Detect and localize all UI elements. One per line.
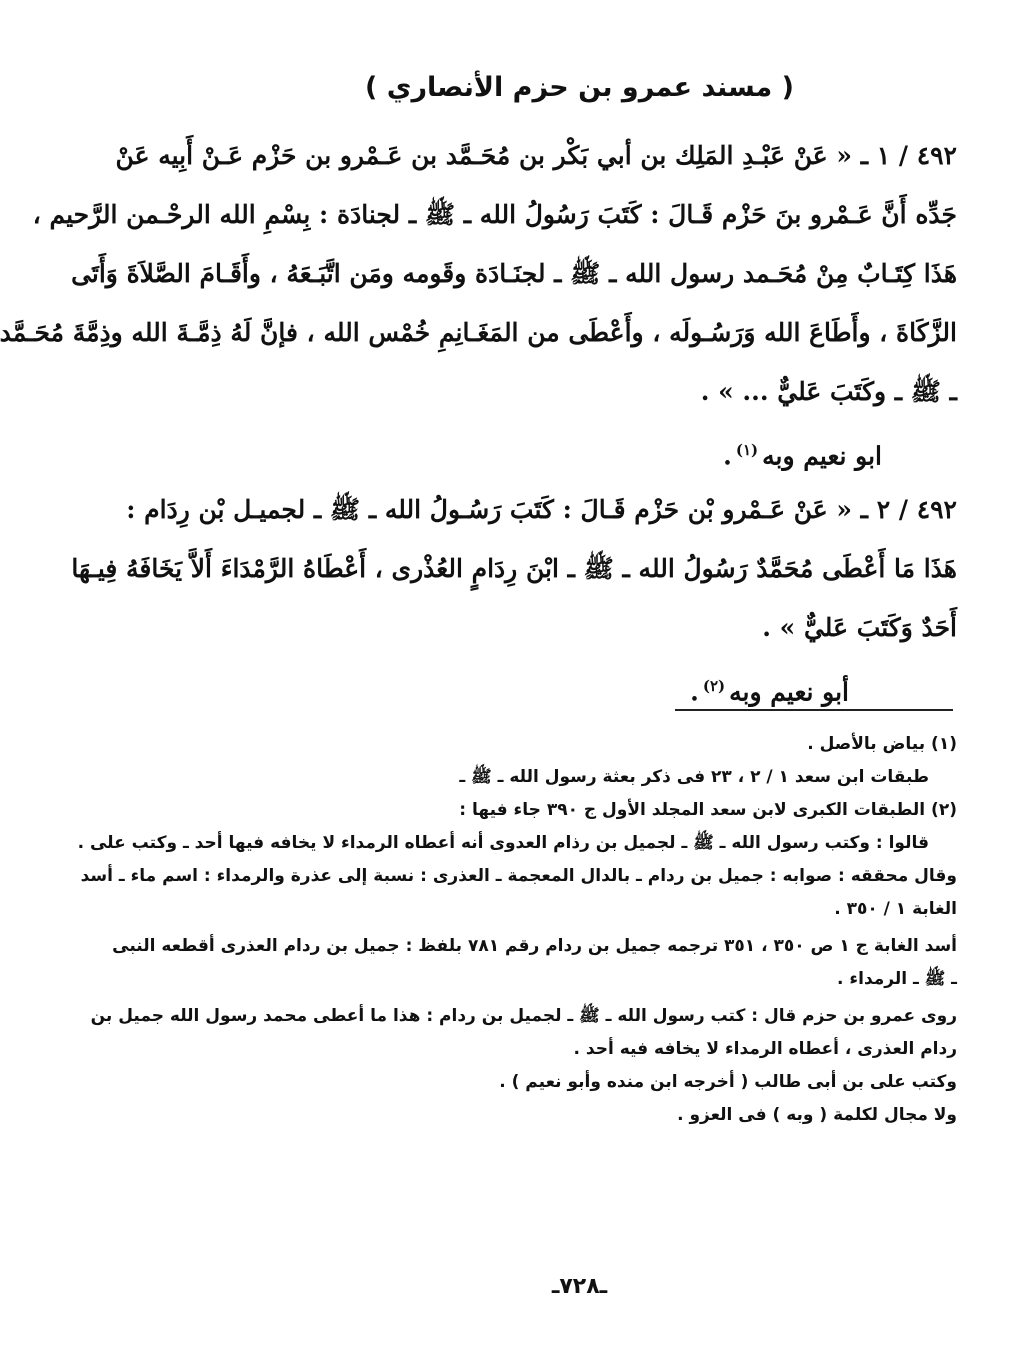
- footnote-divider: [675, 709, 953, 711]
- main-text: [0, 126, 957, 716]
- hadith-1-line: جَدِّه أَنَّ عَـمْرو بنَ حَزْم قَـالَ : كَتَبَ رَسُولُ الله ـ ﷺ ـ لجنادَة : بِسْمِ الله الرحْـمن الرَّحيم ،: [32, 200, 957, 229]
- footnote-line: قالوا : وكتب رسول الله ـ ﷺ ـ لجميل بن رذام العدوى أنه أعطاه الرمداء لا يخافه فيها أحد ـ وكتب على .: [77, 833, 929, 853]
- footnote-line: روى عمرو بن حزم قال : كتب رسول الله ـ ﷺ ـ لجميل بن ردام : هذا ما أعطى محمد رسول الله جميل بن: [90, 1006, 957, 1026]
- hadith-1-line: هَذَا كِتَـابٌ مِنْ مُحَـمد رسول الله ـ ﷺ ـ لجنَـادَة وقَومه ومَن اتَّبَـعَهُ ، وأَقَـامَ الصَّلاَةَ وَأَتَى: [71, 259, 957, 288]
- source-text: ابو نعيم وبه: [762, 441, 882, 471]
- footnote-line: وكتب على بن أبى طالب ( أخرجه ابن منده وأبو نعيم ) .: [499, 1072, 957, 1092]
- section-title: ( مسند عمرو بن حزم الأنصاري ): [364, 72, 795, 103]
- hadith-1-line: الزَّكَاةَ ، وأَطَاعَ الله وَرَسُـولَه ، وأَعْطَى من المَغَـانِمِ خُمْس الله ، فإنَّ لَهُ ذِمَّـةَ الله وذِمَّةَ مُحَـمَّد: [0, 318, 957, 347]
- footnote-line: (٢) الطبقات الكبرى لابن سعد المجلد الأول ج ٣٩٠ جاء فيها :: [459, 800, 957, 820]
- footnote-line: ردام العذرى ، أعطاه الرمداء لا يخافه فيه أحد .: [573, 1039, 957, 1059]
- footnote-ref: (٢): [702, 677, 726, 695]
- footnote-line: وقال محققه : صوابه : جميل بن ردام ـ بالدال المعجمة ـ العذرى : نسبة إلى عذرة والرمداء : اسم ماء ـ أسد: [80, 866, 957, 886]
- hadith-1-line: ـ ﷺ ـ وكَتَبَ عَليٌّ ... » .: [700, 377, 957, 406]
- footnote-line: الغابة ١ / ٣٥٠ .: [834, 899, 957, 919]
- footnotes: [77, 728, 957, 1132]
- footnote-line: (١) بياض بالأصل .: [807, 734, 957, 754]
- hadith-2-line: ٤٩٢ / ٢ ـ « عَنْ عَـمْرو بْن حَزْم قَـالَ : كَتَبَ رَسُـولُ الله ـ ﷺ ـ لجميـل بْن رِدَام :: [126, 495, 957, 524]
- footnote-line: طبقات ابن سعد ١ / ٢ ، ٢٣ فى ذكر بعثة رسول الله ـ ﷺ ـ: [459, 767, 929, 787]
- hadith-2-source: [195, 657, 957, 716]
- hadith-2-line: هَذَا مَا أَعْطَى مُحَمَّدٌ رَسُولُ الله ـ ﷺ ـ ابْنَ رِدَامٍ العُذْرى ، أَعْطَاهُ الرَّمْدَاءَ أَلاَّ يَخَافَهُ فِيـهَا: [71, 554, 957, 583]
- hadith-2-line: أَحَدٌ وَكَتَبَ عَليٌّ » .: [762, 613, 957, 642]
- period: .: [690, 677, 699, 707]
- hadith-1-source: [195, 421, 957, 480]
- source-text: أبو نعيم وبه: [729, 677, 849, 707]
- footnote-line: ولا مجال لكلمة ( وبه ) فى العزو .: [677, 1105, 957, 1125]
- period: .: [723, 441, 732, 471]
- page-number: ـ٧٢٨ـ: [551, 1274, 608, 1299]
- footnote-ref: (١): [735, 441, 759, 459]
- footnote-line: ـ ﷺ ـ الرمداء .: [837, 969, 957, 989]
- footnote-line: أسد الغابة ج ١ ص ٣٥٠ ، ٣٥١ ترجمه جميل بن ردام رقم ٧٨١ بلفظ : جميل بن ردام العذرى أقطعه النبى: [112, 936, 957, 956]
- hadith-1-line: ٤٩٢ / ١ ـ « عَنْ عَبْـدِ المَلِك بن أبي بَكْر بن مُحَـمَّد بن عَـمْرو بن حَزْم عَـنْ أَبِيه عَنْ: [115, 141, 957, 170]
